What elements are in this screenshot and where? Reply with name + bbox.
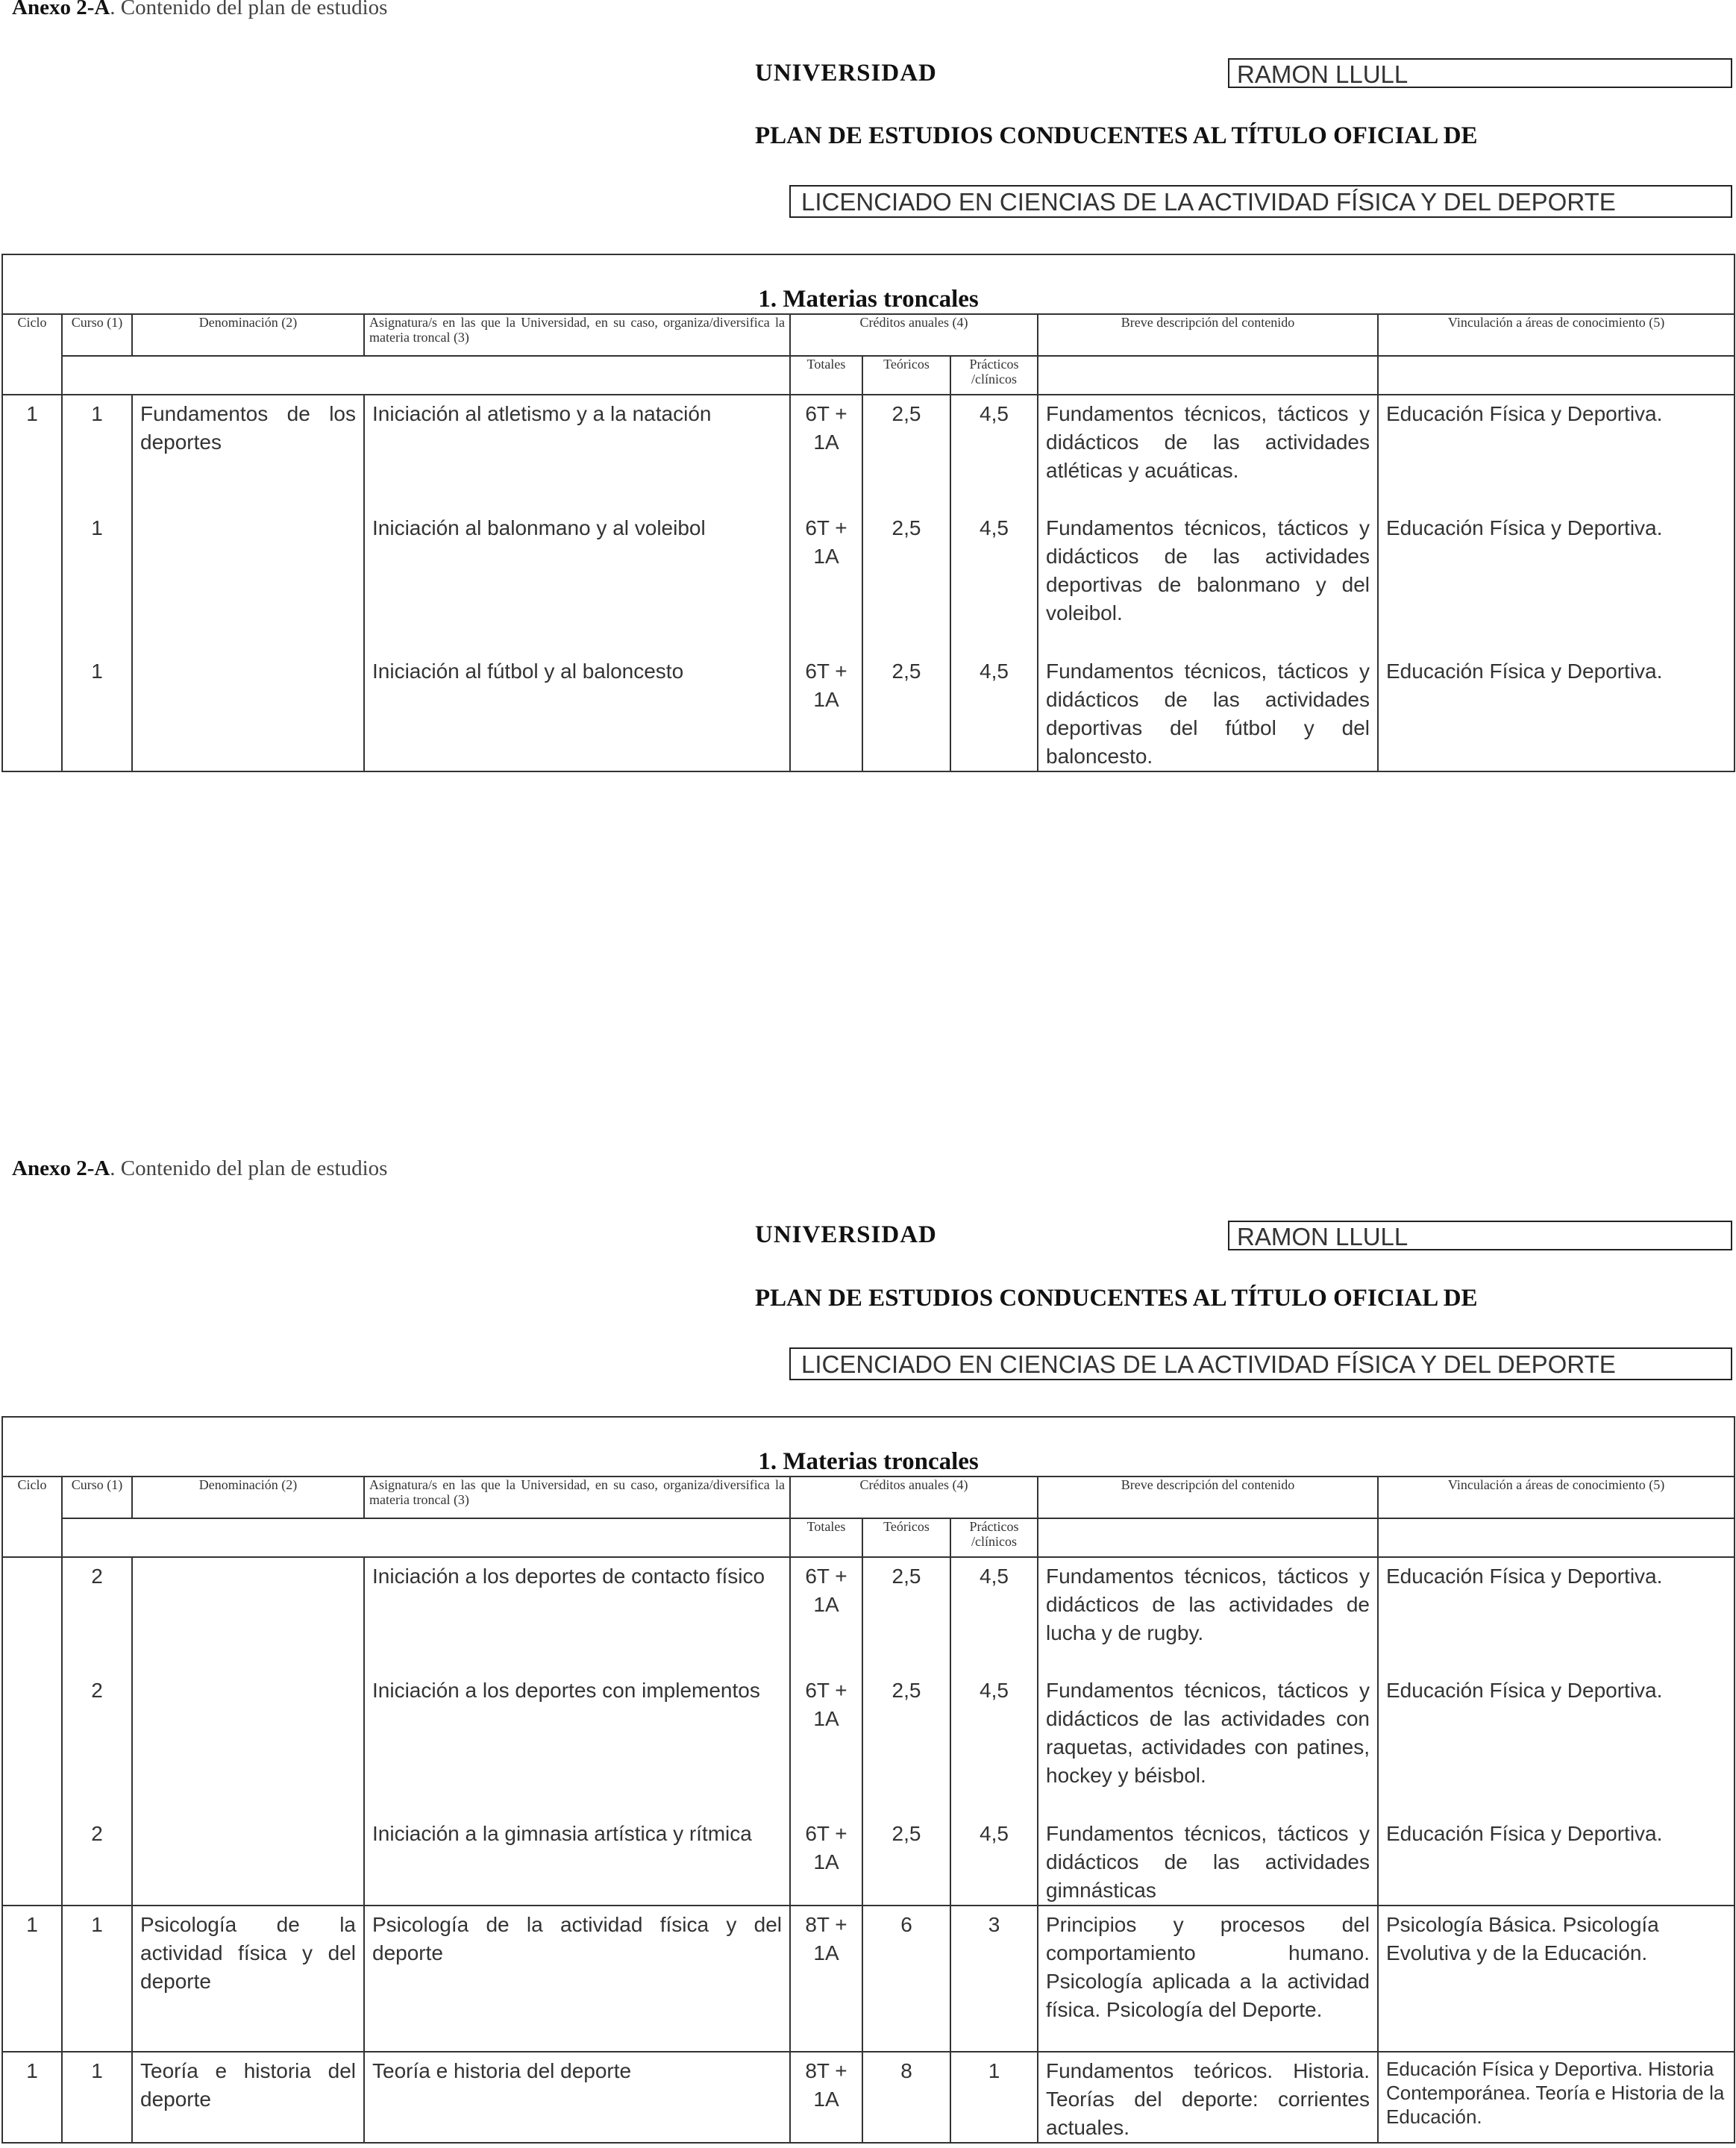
section-title: 1. Materias troncales bbox=[2, 254, 1735, 314]
cell-curso: 1 bbox=[62, 653, 132, 771]
cell-asignatura: Iniciación al balonmano y al voleibol bbox=[364, 510, 790, 653]
cell-asignatura: Psicología de la actividad física y del deporte bbox=[364, 1906, 790, 2052]
table-row bbox=[2, 1906, 1735, 2052]
header-totales: Totales bbox=[790, 1518, 862, 1557]
cell-ciclo: 1 bbox=[2, 395, 62, 510]
header-ciclo: Ciclo bbox=[2, 1477, 62, 1557]
cell-denominacion bbox=[132, 510, 364, 653]
materias-table bbox=[1, 1416, 1735, 2144]
header-vinculacion: Vinculación a áreas de conocimiento (5) bbox=[1378, 1477, 1735, 1518]
cell-teoricos: 2,5 bbox=[862, 510, 950, 653]
cell-denominacion bbox=[132, 653, 364, 771]
cell-ciclo bbox=[2, 653, 62, 771]
cell-practicos: 3 bbox=[950, 1906, 1038, 2052]
cell-practicos: 4,5 bbox=[950, 395, 1038, 510]
cell-totales: 6T + 1A bbox=[790, 1557, 862, 1672]
header-asignaturas: Asignatura/s en las que la Universidad, en su caso, organiza/diversifica la materia troncal (3) bbox=[364, 1477, 790, 1518]
cell-asignatura: Iniciación a los deportes de contacto físico bbox=[364, 1557, 790, 1672]
annex-heading: Anexo 2-A. Contenido del plan de estudios bbox=[12, 0, 388, 19]
university-label: UNIVERSIDAD bbox=[755, 60, 937, 87]
cell-curso: 2 bbox=[62, 1557, 132, 1672]
cell-asignatura: Iniciación a los deportes con implementos bbox=[364, 1672, 790, 1815]
table-row bbox=[2, 395, 1735, 510]
cell-totales: 6T + 1A bbox=[790, 510, 862, 653]
cell-ciclo: 1 bbox=[2, 1906, 62, 2052]
section-title: 1. Materias troncales bbox=[2, 1417, 1735, 1477]
plan-title: PLAN DE ESTUDIOS CONDUCENTES AL TÍTULO OFICIAL DE bbox=[755, 122, 1478, 149]
table-row bbox=[2, 2052, 1735, 2143]
cell-totales: 8T + 1A bbox=[790, 2052, 862, 2143]
cell-ciclo bbox=[2, 1815, 62, 1906]
cell-practicos: 4,5 bbox=[950, 1557, 1038, 1672]
cell-ciclo bbox=[2, 510, 62, 653]
header-denominacion: Denominación (2) bbox=[132, 1477, 364, 1518]
cell-totales: 6T + 1A bbox=[790, 1672, 862, 1815]
cell-denominacion bbox=[132, 1557, 364, 1672]
table-row bbox=[2, 1815, 1735, 1906]
cell-asignatura: Iniciación al atletismo y a la natación bbox=[364, 395, 790, 510]
cell-descripcion: Fundamentos teóricos. Historia. Teorías del deporte: corrientes actuales. bbox=[1038, 2052, 1378, 2143]
cell-practicos: 4,5 bbox=[950, 1815, 1038, 1906]
header-creditos: Créditos anuales (4) bbox=[790, 314, 1038, 356]
plan-title: PLAN DE ESTUDIOS CONDUCENTES AL TÍTULO OFICIAL DE bbox=[755, 1285, 1478, 1312]
cell-descripcion: Fundamentos técnicos, tácticos y didácticos de las actividades con raquetas, actividades con patines, hockey y béisbol. bbox=[1038, 1672, 1378, 1815]
cell-denominacion: Psicología de la actividad física y del deporte bbox=[132, 1906, 364, 2052]
header-ciclo: Ciclo bbox=[2, 314, 62, 395]
table-row bbox=[2, 1672, 1735, 1815]
cell-denominacion: Fundamentos de los deportes bbox=[132, 395, 364, 510]
cell-teoricos: 2,5 bbox=[862, 1672, 950, 1815]
cell-totales: 6T + 1A bbox=[790, 653, 862, 771]
table-row bbox=[2, 653, 1735, 771]
materias-table bbox=[1, 254, 1735, 772]
cell-vinculacion: Educación Física y Deportiva. bbox=[1378, 1557, 1735, 1672]
cell-practicos: 4,5 bbox=[950, 653, 1038, 771]
cell-practicos: 4,5 bbox=[950, 510, 1038, 653]
header-practicos: Prácticos /clínicos bbox=[950, 1518, 1038, 1557]
header-vinculacion: Vinculación a áreas de conocimiento (5) bbox=[1378, 314, 1735, 356]
cell-descripcion: Fundamentos técnicos, tácticos y didácticos de las actividades de lucha y de rugby. bbox=[1038, 1557, 1378, 1672]
cell-teoricos: 2,5 bbox=[862, 1557, 950, 1672]
university-label: UNIVERSIDAD bbox=[755, 1221, 937, 1248]
header-teoricos: Teóricos bbox=[862, 356, 950, 395]
cell-practicos: 1 bbox=[950, 2052, 1038, 2143]
header-descripcion: Breve descripción del contenido bbox=[1038, 1477, 1378, 1518]
cell-totales: 6T + 1A bbox=[790, 1815, 862, 1906]
cell-teoricos: 2,5 bbox=[862, 395, 950, 510]
cell-vinculacion: Educación Física y Deportiva. bbox=[1378, 510, 1735, 653]
cell-descripcion: Fundamentos técnicos, tácticos y didácticos de las actividades deportivas del fútbol y del baloncesto. bbox=[1038, 653, 1378, 771]
cell-descripcion: Fundamentos técnicos, tácticos y didácticos de las actividades deportivas de balonmano y del voleibol. bbox=[1038, 510, 1378, 653]
header-curso: Curso (1) bbox=[62, 314, 132, 356]
university-name-box: RAMON LLULL bbox=[1228, 58, 1732, 88]
header-asignaturas: Asignatura/s en las que la Universidad, en su caso, organiza/diversifica la materia troncal (3) bbox=[364, 314, 790, 356]
header-descripcion: Breve descripción del contenido bbox=[1038, 314, 1378, 356]
cell-curso: 1 bbox=[62, 510, 132, 653]
degree-box: LICENCIADO EN CIENCIAS DE LA ACTIVIDAD FÍSICA Y DEL DEPORTE bbox=[789, 185, 1732, 218]
cell-asignatura: Iniciación a la gimnasia artística y rítmica bbox=[364, 1815, 790, 1906]
cell-denominacion: Teoría e historia del deporte bbox=[132, 2052, 364, 2143]
cell-practicos: 4,5 bbox=[950, 1672, 1038, 1815]
cell-curso: 1 bbox=[62, 395, 132, 510]
header-curso: Curso (1) bbox=[62, 1477, 132, 1518]
cell-descripcion: Principios y procesos del comportamiento humano. Psicología aplicada a la actividad física. Psicología del Deporte. bbox=[1038, 1906, 1378, 2052]
header-creditos: Créditos anuales (4) bbox=[790, 1477, 1038, 1518]
cell-teoricos: 8 bbox=[862, 2052, 950, 2143]
header-totales: Totales bbox=[790, 356, 862, 395]
cell-vinculacion: Educación Física y Deportiva. bbox=[1378, 395, 1735, 510]
cell-teoricos: 2,5 bbox=[862, 653, 950, 771]
header-teoricos: Teóricos bbox=[862, 1518, 950, 1557]
header-denominacion: Denominación (2) bbox=[132, 314, 364, 356]
cell-totales: 6T + 1A bbox=[790, 395, 862, 510]
cell-denominacion bbox=[132, 1672, 364, 1815]
cell-denominacion bbox=[132, 1815, 364, 1906]
cell-asignatura: Iniciación al fútbol y al baloncesto bbox=[364, 653, 790, 771]
university-name-box: RAMON LLULL bbox=[1228, 1221, 1732, 1250]
table-row bbox=[2, 510, 1735, 653]
cell-curso: 2 bbox=[62, 1815, 132, 1906]
cell-vinculacion: Educación Física y Deportiva. Historia Contemporánea. Teoría e Historia de la Educación. bbox=[1378, 2052, 1735, 2143]
cell-ciclo bbox=[2, 1672, 62, 1815]
degree-box: LICENCIADO EN CIENCIAS DE LA ACTIVIDAD FÍSICA Y DEL DEPORTE bbox=[789, 1347, 1732, 1380]
cell-ciclo bbox=[2, 1557, 62, 1672]
cell-vinculacion: Psicología Básica. Psicología Evolutiva y de la Educación. bbox=[1378, 1906, 1735, 2052]
cell-descripcion: Fundamentos técnicos, tácticos y didácticos de las actividades atléticas y acuáticas. bbox=[1038, 395, 1378, 510]
cell-curso: 1 bbox=[62, 2052, 132, 2143]
cell-asignatura: Teoría e historia del deporte bbox=[364, 2052, 790, 2143]
header-practicos: Prácticos /clínicos bbox=[950, 356, 1038, 395]
cell-ciclo: 1 bbox=[2, 2052, 62, 2143]
cell-vinculacion: Educación Física y Deportiva. bbox=[1378, 1672, 1735, 1815]
cell-totales: 8T + 1A bbox=[790, 1906, 862, 2052]
cell-teoricos: 2,5 bbox=[862, 1815, 950, 1906]
cell-curso: 1 bbox=[62, 1906, 132, 2052]
cell-vinculacion: Educación Física y Deportiva. bbox=[1378, 653, 1735, 771]
cell-descripcion: Fundamentos técnicos, tácticos y didácticos de las actividades gimnásticas bbox=[1038, 1815, 1378, 1906]
cell-vinculacion: Educación Física y Deportiva. bbox=[1378, 1815, 1735, 1906]
cell-curso: 2 bbox=[62, 1672, 132, 1815]
cell-teoricos: 6 bbox=[862, 1906, 950, 2052]
annex-heading: Anexo 2-A. Contenido del plan de estudios bbox=[12, 1156, 388, 1180]
table-row bbox=[2, 1557, 1735, 1672]
